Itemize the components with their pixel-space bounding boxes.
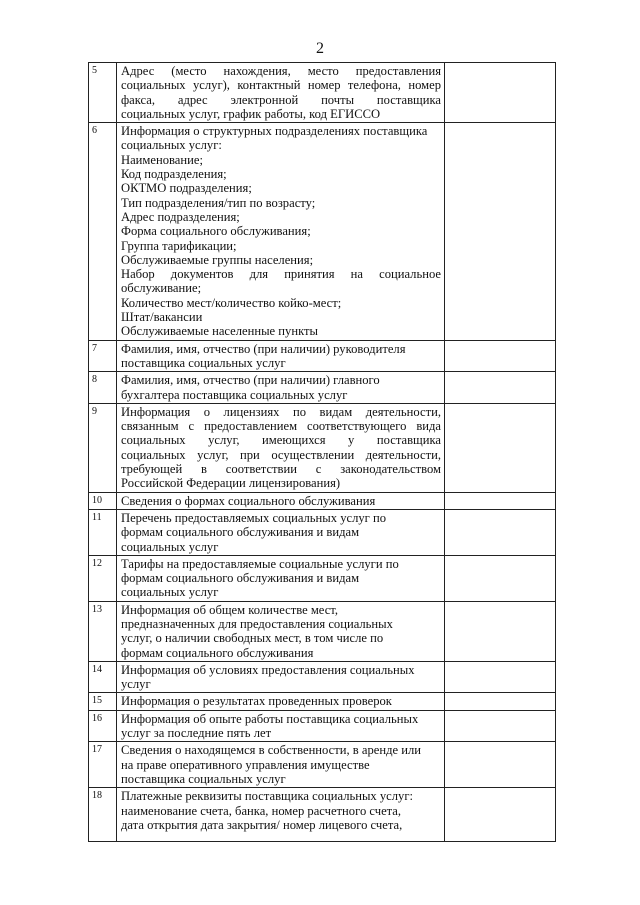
description-line: Обслуживаемые населенные пункты bbox=[121, 324, 318, 339]
row-number: 12 bbox=[89, 555, 117, 601]
description-line: Российской Федерации лицензирования) bbox=[121, 476, 341, 491]
row-number: 10 bbox=[89, 492, 117, 509]
description-line: формам социального обслуживания bbox=[121, 645, 314, 660]
row-number: 14 bbox=[89, 661, 117, 693]
description-line: социальных услуг, при осуществлении деятельности, bbox=[121, 447, 441, 462]
description-line: услуг за последние пять лет bbox=[121, 726, 272, 741]
table-row bbox=[89, 742, 556, 788]
description-line: Информация о структурных подразделениях поставщика bbox=[121, 124, 428, 139]
description-line: Обслуживаемые группы населения; bbox=[121, 252, 314, 267]
row-description bbox=[117, 693, 445, 710]
description-line: ОКТМО подразделения; bbox=[121, 181, 252, 196]
description-line: связанным с предоставлением соответствующего вида bbox=[121, 419, 441, 434]
row-number: 6 bbox=[89, 123, 117, 340]
row-value-cell bbox=[445, 601, 556, 661]
description-line: Группа тарификации; bbox=[121, 238, 237, 253]
description-line: социальных услуг: bbox=[121, 138, 222, 153]
row-value-cell bbox=[445, 710, 556, 742]
row-description bbox=[117, 788, 445, 842]
row-value-cell bbox=[445, 123, 556, 340]
row-value-cell bbox=[445, 555, 556, 601]
row-value-cell bbox=[445, 63, 556, 123]
page-number: 2 bbox=[316, 40, 324, 57]
row-number: 5 bbox=[89, 63, 117, 123]
description-line bbox=[121, 832, 441, 840]
row-number: 16 bbox=[89, 710, 117, 742]
table-row bbox=[89, 710, 556, 742]
row-value-cell bbox=[445, 788, 556, 842]
description-line: социальных услуг, имеющихся у поставщика bbox=[121, 433, 441, 448]
description-line: Код подразделения; bbox=[121, 167, 227, 182]
row-description bbox=[117, 601, 445, 661]
description-line: услуг bbox=[121, 677, 151, 692]
description-line: Тарифы на предоставляемые социальные услуги по bbox=[121, 556, 399, 571]
description-line: поставщика социальных услуг bbox=[121, 771, 286, 786]
description-line: социальных услуг), контактный номер телефона, номер bbox=[121, 78, 441, 93]
description-line: Фамилия, имя, отчество (при наличии) главного bbox=[121, 373, 380, 388]
description-line: формам социального обслуживания и видам bbox=[121, 525, 360, 540]
description-line: дата открытия дата закрытия/ номер лицевого счета, bbox=[121, 817, 403, 832]
description-line: Тип подразделения/тип по возрасту; bbox=[121, 195, 316, 210]
row-description bbox=[117, 742, 445, 788]
table-row bbox=[89, 555, 556, 601]
table-row bbox=[89, 403, 556, 492]
requirements-table bbox=[88, 62, 556, 842]
description-line: Сведения о формах социального обслуживания bbox=[121, 493, 376, 508]
description-line: обслуживание; bbox=[121, 281, 202, 296]
row-number: 18 bbox=[89, 788, 117, 842]
description-line: Наименование; bbox=[121, 152, 203, 167]
row-value-cell bbox=[445, 509, 556, 555]
row-value-cell bbox=[445, 661, 556, 693]
description-line: Адрес (место нахождения, место предоставления bbox=[121, 64, 441, 78]
row-number: 15 bbox=[89, 693, 117, 710]
description-line: Информация об общем количестве мест, bbox=[121, 602, 338, 617]
description-line: Фамилия, имя, отчество (при наличии) руководителя bbox=[121, 341, 406, 356]
row-description bbox=[117, 509, 445, 555]
description-line: факса, адрес электронной почты поставщика bbox=[121, 92, 441, 107]
description-line: наименование счета, банка, номер расчетного счета, bbox=[121, 803, 402, 818]
row-value-cell bbox=[445, 742, 556, 788]
description-line: Информация об условиях предоставления социальных bbox=[121, 662, 415, 677]
description-line: Информация о результатах проведенных проверок bbox=[121, 694, 392, 709]
row-description bbox=[117, 63, 445, 123]
description-line: Сведения о находящемся в собственности, в аренде или bbox=[121, 743, 422, 758]
description-line: формам социального обслуживания и видам bbox=[121, 571, 360, 586]
description-line: Количество мест/количество койко-мест; bbox=[121, 295, 342, 310]
description-line: Платежные реквизиты поставщика социальных услуг: bbox=[121, 789, 414, 804]
description-line: поставщика социальных услуг bbox=[121, 355, 286, 370]
table-row bbox=[89, 63, 556, 123]
row-description bbox=[117, 710, 445, 742]
row-description bbox=[117, 555, 445, 601]
description-line: Перечень предоставляемых социальных услуг по bbox=[121, 510, 387, 525]
description-line: Адрес подразделения; bbox=[121, 209, 240, 224]
table-row bbox=[89, 372, 556, 404]
table-row bbox=[89, 123, 556, 340]
description-line: услуг, о наличии свободных мест, в том числе по bbox=[121, 631, 384, 646]
description-line: социальных услуг bbox=[121, 539, 219, 554]
description-line: на праве оперативного управления имуществе bbox=[121, 757, 370, 772]
table-row bbox=[89, 788, 556, 842]
table-body bbox=[89, 63, 556, 842]
row-description bbox=[117, 372, 445, 404]
description-line: социальных услуг, график работы, код ЕГИССО bbox=[121, 106, 381, 121]
table-row bbox=[89, 509, 556, 555]
row-description bbox=[117, 492, 445, 509]
row-description bbox=[117, 403, 445, 492]
description-line: Информация об опыте работы поставщика социальных bbox=[121, 711, 419, 726]
table-row bbox=[89, 492, 556, 509]
description-line: Форма социального обслуживания; bbox=[121, 224, 311, 239]
row-number: 9 bbox=[89, 403, 117, 492]
row-number: 11 bbox=[89, 509, 117, 555]
row-value-cell bbox=[445, 403, 556, 492]
row-value-cell bbox=[445, 372, 556, 404]
description-line: Штат/вакансии bbox=[121, 310, 203, 325]
description-line: социальных услуг bbox=[121, 585, 219, 600]
table-row bbox=[89, 693, 556, 710]
row-value-cell bbox=[445, 492, 556, 509]
description-line: Информация о лицензиях по видам деятельности, bbox=[121, 404, 441, 419]
description-line: бухгалтера поставщика социальных услуг bbox=[121, 387, 348, 402]
row-number: 8 bbox=[89, 372, 117, 404]
row-value-cell bbox=[445, 340, 556, 372]
row-number: 13 bbox=[89, 601, 117, 661]
table-row bbox=[89, 340, 556, 372]
description-line: требующей в соответствии с законодательством bbox=[121, 462, 441, 477]
description-line: Набор документов для принятия на социальное bbox=[121, 267, 441, 282]
row-description bbox=[117, 340, 445, 372]
row-value-cell bbox=[445, 693, 556, 710]
table-row bbox=[89, 661, 556, 693]
row-number: 17 bbox=[89, 742, 117, 788]
row-number: 7 bbox=[89, 340, 117, 372]
row-description bbox=[117, 661, 445, 693]
table-row bbox=[89, 601, 556, 661]
description-line: предназначенных для предоставления социальных bbox=[121, 616, 393, 631]
row-description bbox=[117, 123, 445, 340]
